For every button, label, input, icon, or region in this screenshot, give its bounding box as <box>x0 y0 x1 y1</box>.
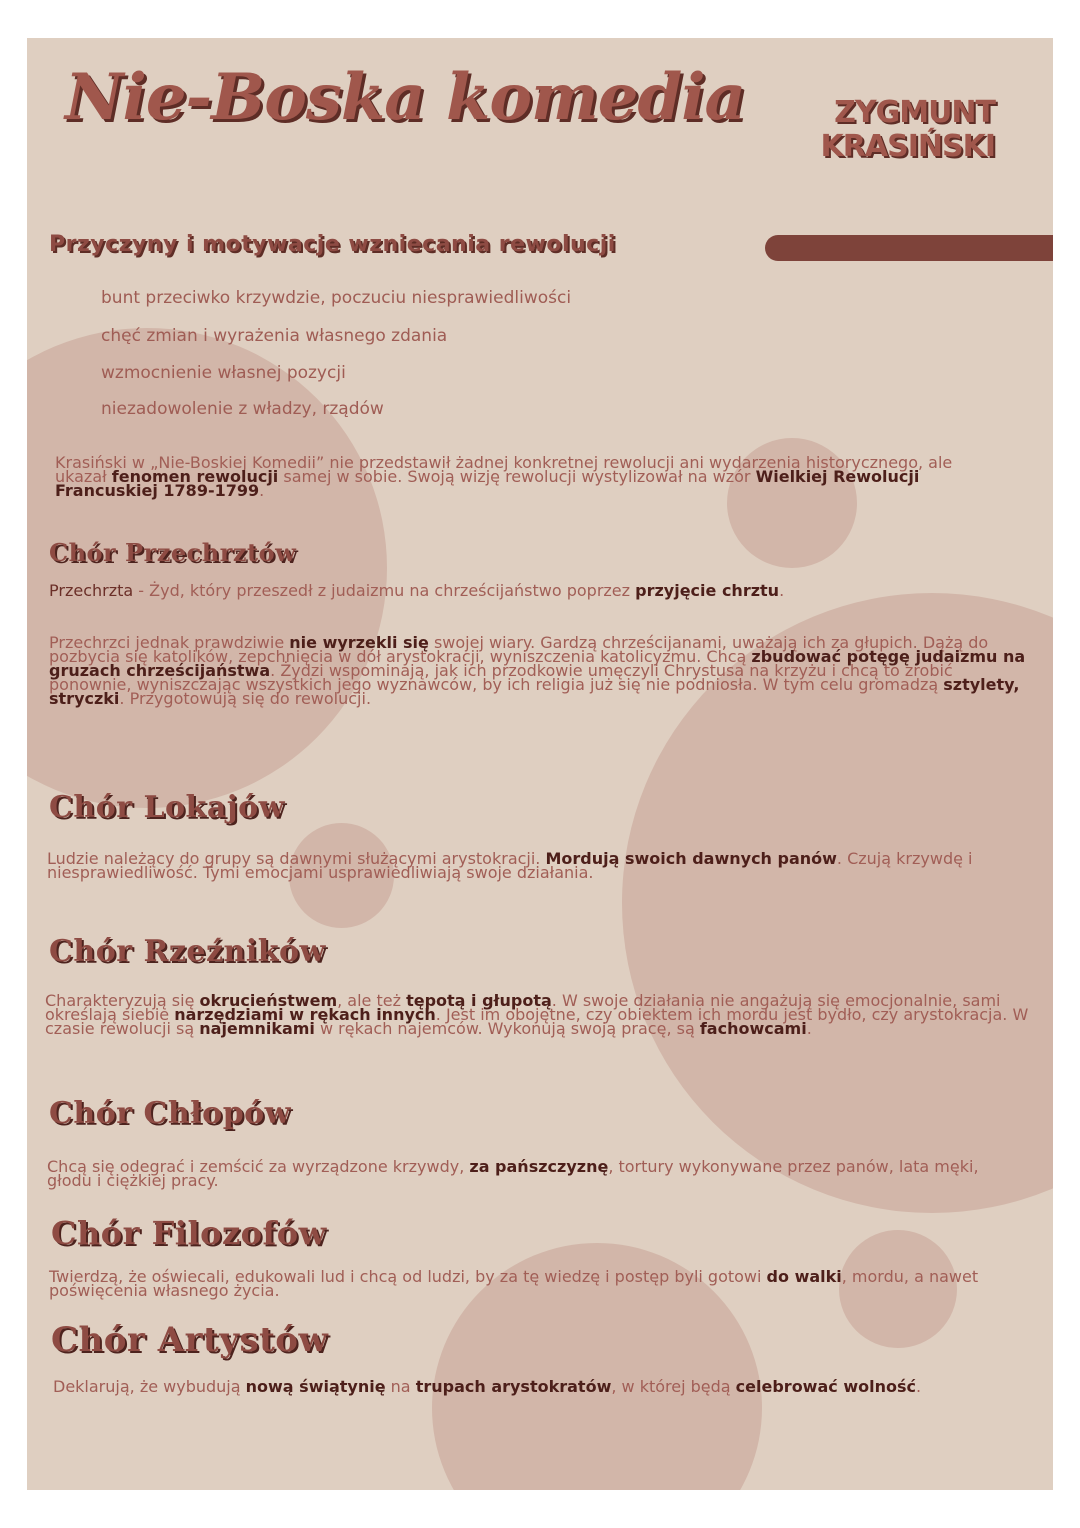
definition-przechrzta <box>49 581 969 600</box>
definition-text: - Żyd, który przeszedł z judaizmu na chrześcijaństwo poprzez <box>133 581 636 600</box>
heading-chor-chlopow: Chór Chłopów <box>49 1096 292 1131</box>
paragraph-filozofow <box>49 1267 1009 1300</box>
paragraph-text: . Przygotowują się do rewolucji. <box>119 689 372 708</box>
paragraph-highlight: fachowcami <box>699 1019 807 1038</box>
author-name <box>795 96 995 164</box>
intro-highlight: Wielkiej Rewolucji Francuskiej 1789-1799 <box>55 467 920 500</box>
paragraph-text: w rękach najemców. Wykonują swoją pracę, są <box>314 1019 700 1038</box>
paragraph-highlight: trupach arystokratów <box>415 1377 612 1396</box>
paragraph-text: . <box>915 1377 922 1396</box>
paragraph-text: Charakteryzują się <box>45 991 200 1010</box>
paragraph-highlight: nową świątynię <box>245 1377 386 1396</box>
definition-term: Przechrzta <box>49 581 134 600</box>
paragraph-text: swojej wiary. Gardzą chrześcijanami, uważają ich za głupich. Dążą do pozbycia się katolików, zepchnięcia w dół arystokracji, wyniszczenia katolicyzmu. Chcą <box>49 633 989 666</box>
cause-item: chęć zmian i wyrażenia własnego zdania <box>101 326 448 346</box>
note-page <box>27 38 1053 1490</box>
page-title: Nie-Boska komedia <box>65 60 745 135</box>
paragraph-highlight: Mordują swoich dawnych panów <box>545 849 837 868</box>
paragraph-highlight: najemnikami <box>199 1019 315 1038</box>
paragraph-artystow <box>53 1377 953 1396</box>
section-heading-causes: Przyczyny i motywacje wzniecania rewolucji <box>49 232 616 257</box>
paragraph-highlight: za pańszczyznę <box>469 1157 609 1176</box>
definition-highlight: przyjęcie chrztu <box>635 581 780 600</box>
paragraph-highlight: do walki <box>766 1267 842 1286</box>
paragraph-text: . <box>806 1019 812 1038</box>
intro-paragraph <box>55 453 995 500</box>
heading-chor-rzeznikow: Chór Rzeźników <box>49 934 326 969</box>
paragraph-highlight: zbudować potęgę judaizmu na gruzach chrześcijaństwa <box>49 647 1026 680</box>
heading-chor-filozofow: Chór Filozofów <box>51 1214 327 1252</box>
heading-chor-lokajow: Chór Lokajów <box>49 790 285 825</box>
paragraph-text: . Żydzi wspominają, jak ich przodkowie umęczyli Chrystusa na krzyżu i chcą to zrobić ponownie, wyniszczając wszystkich jego wyznawców, by ich religia już się nie podniosła. W tym celu gromadzą <box>49 661 953 694</box>
paragraph-text: . W swoje działania nie angażują się emocjonalnie, sami określają siebie <box>45 991 1001 1024</box>
paragraph-highlight: okrucieństwem <box>199 991 338 1010</box>
definition-text: . <box>779 581 785 600</box>
paragraph-text: Ludzie należący do grupy są dawnymi służącymi arystokracji. <box>47 849 546 868</box>
paragraph-highlight: tępotą i głupotą <box>406 991 552 1010</box>
intro-text: . <box>259 481 265 500</box>
paragraph-lokajow <box>47 849 1022 882</box>
paragraph-text: Chcą się odegrać i zemścić za wyrządzone krzywdy, <box>47 1157 470 1176</box>
paragraph-text: Przechrzci jednak prawdziwie <box>49 633 290 652</box>
heading-bar <box>765 235 1053 261</box>
cause-item: wzmocnienie własnej pozycji <box>101 363 346 383</box>
paragraph-text: , ale też <box>337 991 407 1010</box>
paragraph-highlight: celebrować wolność <box>735 1377 916 1396</box>
paragraph-highlight: nie wyrzekli się <box>289 633 429 652</box>
paragraph-rzeznikow <box>45 991 1045 1038</box>
intro-text: samej w sobie. Swoją wizję rewolucji wystylizował na wzór <box>278 467 756 486</box>
author-first-name: ZYGMUNT <box>834 95 995 130</box>
paragraph-text: . Czują krzywdę i niesprawiedliwość. Tymi emocjami usprawiedliwiają swoje działania. <box>47 849 973 882</box>
paragraph-text: . Jest im obojętne, czy obiektem ich mordu jest bydło, czy arystokracja. W czasie rewolucji są <box>45 1005 1029 1038</box>
paragraph-highlight: narzędziami w rękach innych <box>174 1005 436 1024</box>
paragraph-chlopow <box>47 1157 1007 1190</box>
intro-text: Krasiński w „Nie-Boskiej Komedii” nie przedstawił żadnej konkretnej rewolucji ani wydarzenia historycznego, ale ukazał <box>55 453 953 486</box>
paragraph-highlight: sztylety, stryczki <box>49 675 1020 708</box>
heading-chor-przechrztow: Chór Przechrztów <box>49 538 297 567</box>
cause-item: niezadowolenie z władzy, rządów <box>101 399 384 419</box>
cause-item: bunt przeciwko krzywdzie, poczuciu niesprawiedliwości <box>101 288 572 308</box>
paragraph-text: , mordu, a nawet poświęcenia własnego życia. <box>49 1267 979 1300</box>
paragraph-text: , tortury wykonywane przez panów, lata męki, głodu i ciężkiej pracy. <box>47 1157 979 1190</box>
paragraph-przechrztow <box>49 633 1034 708</box>
paragraph-text: Twierdzą, że oświecali, edukowali lud i chcą od ludzi, by za tę wiedzę i postęp byli gotowi <box>49 1267 767 1286</box>
paragraph-text: Deklarują, że wybudują <box>53 1377 246 1396</box>
author-last-name: KRASIŃSKI <box>820 129 995 164</box>
paragraph-text: na <box>385 1377 416 1396</box>
paragraph-text: , w której będą <box>611 1377 736 1396</box>
heading-chor-artystow: Chór Artystów <box>51 1320 329 1360</box>
intro-highlight: fenomen rewolucji <box>111 467 279 486</box>
